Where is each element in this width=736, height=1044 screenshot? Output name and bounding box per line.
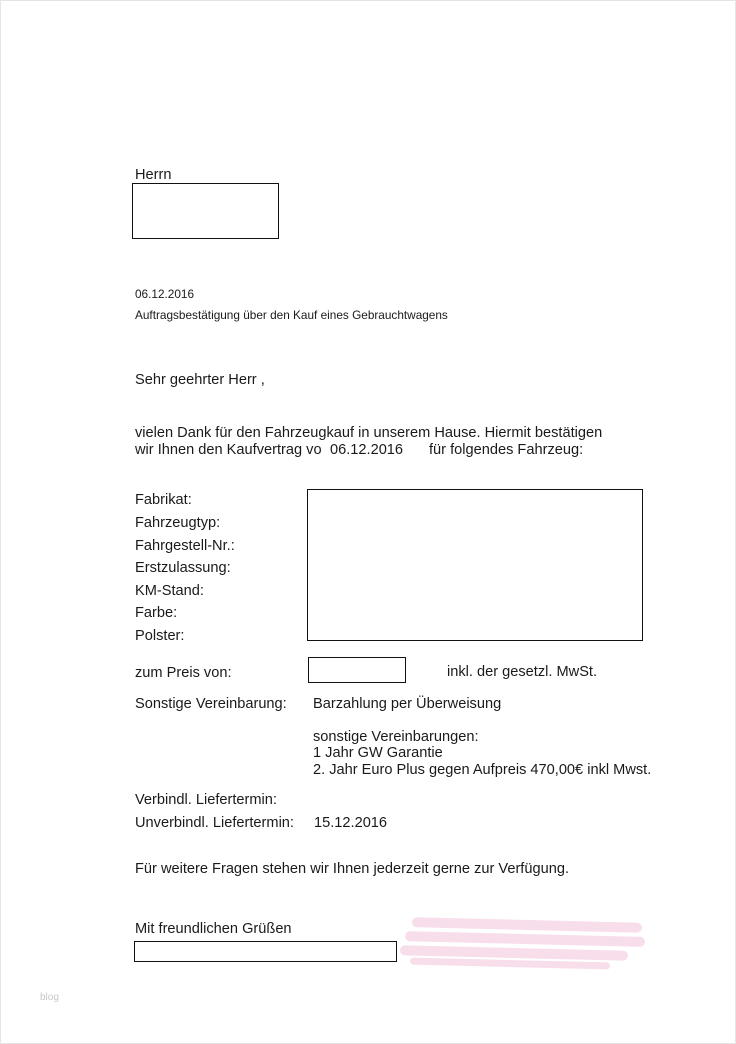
watermark: blog (40, 992, 59, 1003)
field-label-upholstery: Polster: (135, 628, 185, 644)
nonbinding-delivery-label: Unverbindl. Liefertermin: (135, 815, 294, 831)
field-label-mileage: KM-Stand: (135, 583, 204, 599)
field-label-make: Fabrikat: (135, 492, 192, 508)
letter-date: 06.12.2016 (135, 287, 195, 301)
field-label-type: Fahrzeugtyp: (135, 515, 221, 531)
other-agreement-detail: 2. Jahr Euro Plus gegen Aufpreis 470,00€ inkl Mwst. (313, 762, 652, 778)
field-label-first-registration: Erstzulassung: (135, 560, 231, 576)
intro-line-1: vielen Dank für den Fahrzeugkauf in unserem Hause. Hiermit bestätigen (135, 425, 603, 441)
other-agreement-label: Sonstige Vereinbarung: (135, 696, 287, 712)
vehicle-details-box (307, 489, 643, 641)
binding-delivery-label: Verbindl. Liefertermin: (135, 792, 277, 808)
salutation-line: Herrn (135, 167, 172, 183)
signature-name-box (134, 941, 397, 962)
greeting: Sehr geehrter Herr , (135, 372, 265, 388)
field-label-vin: Fahrgestell-Nr.: (135, 538, 235, 554)
nonbinding-delivery-date: 15.12.2016 (314, 815, 388, 831)
field-label-color: Farbe: (135, 605, 178, 621)
closing-sentence: Für weitere Fragen stehen wir Ihnen jederzeit gerne zur Verfügung. (135, 861, 569, 877)
other-agreement-value: Barzahlung per Überweisung (313, 696, 502, 712)
price-box (308, 657, 406, 683)
price-label: zum Preis von: (135, 665, 232, 681)
other-agreement-detail: 1 Jahr GW Garantie (313, 745, 443, 761)
intro-line-2-date: 06.12.2016 (330, 442, 404, 458)
intro-line-2-suffix: für folgendes Fahrzeug: (429, 442, 584, 458)
letter-subject: Auftragsbestätigung über den Kauf eines Gebrauchtwagens (135, 308, 448, 322)
other-agreement-detail: sonstige Vereinbarungen: (313, 729, 479, 745)
intro-line-2-prefix: wir Ihnen den Kaufvertrag vo (135, 442, 322, 458)
signoff: Mit freundlichen Grüßen (135, 921, 292, 937)
address-box (132, 183, 279, 239)
tax-note: inkl. der gesetzl. MwSt. (447, 664, 598, 680)
